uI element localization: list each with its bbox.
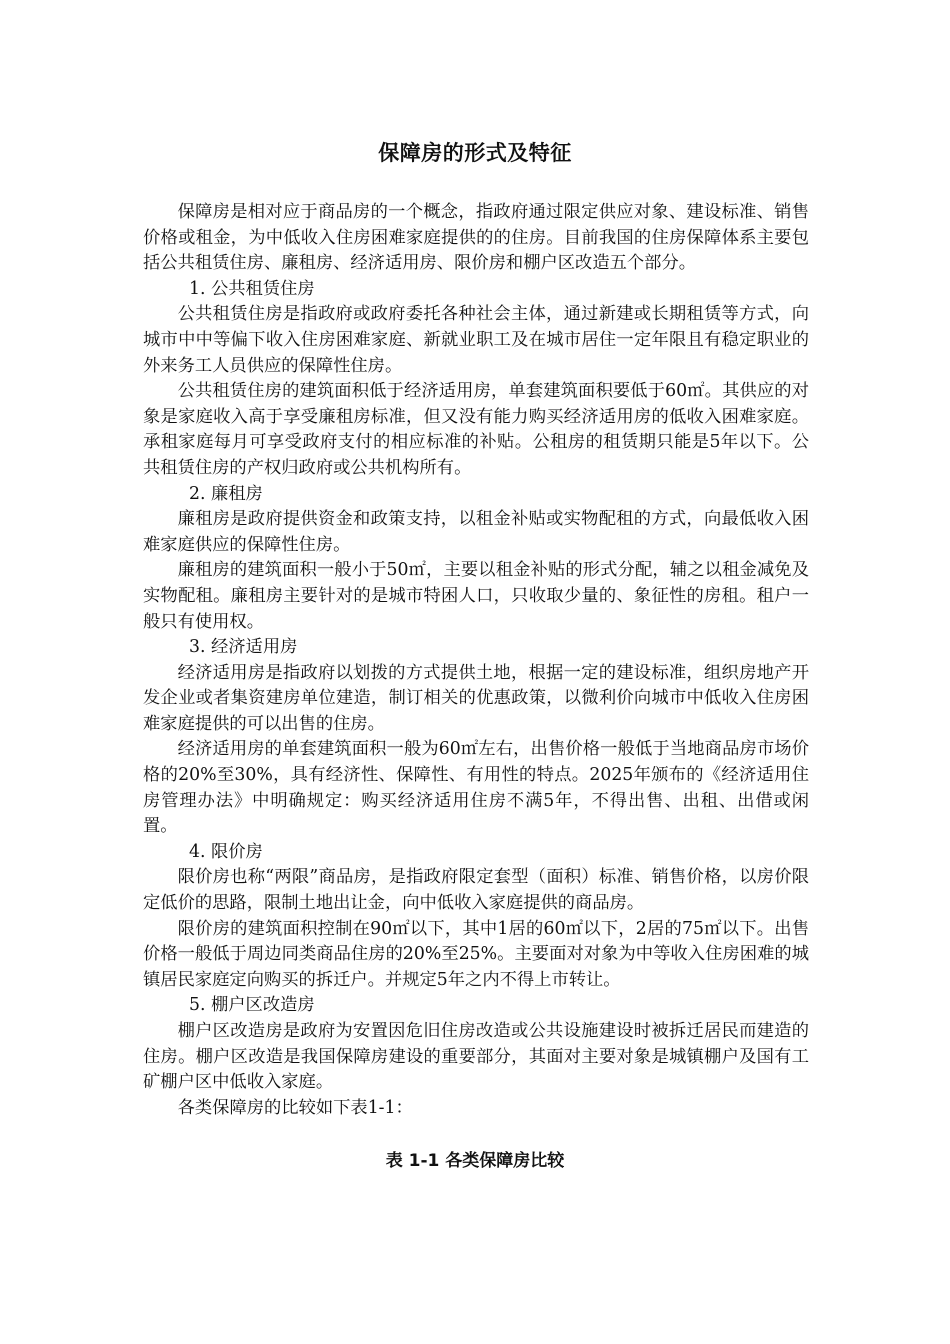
intro-paragraph: 保障房是相对应于商品房的一个概念，指政府通过限定供应对象、建设标准、销售价格或租金，为中低收入住房困难家庭提供的的住房。目前我国的住房保障体系主要包括公共租赁住房、廉租房、经济适用房、限价房和棚户区改造五个部分。 bbox=[143, 202, 809, 274]
section-heading-price-limited: 4. 限价房 bbox=[189, 841, 263, 862]
paragraph: 限价房的建筑面积控制在90㎡以下，其中1居的60㎡以下，2居的75㎡以下。出售价格一般低于周边同类商品住房的20%至25%。主要面对对象为中等收入住房困难的城镇居民家庭定向购买的拆迁户。并规定5年之内不得上市转让。 bbox=[143, 918, 809, 990]
section-heading-affordable: 3. 经济适用房 bbox=[189, 637, 298, 658]
section-heading-low-rent: 2. 廉租房 bbox=[189, 483, 263, 504]
paragraph: 棚户区改造房是政府为安置因危旧住房改造或公共设施建设时被拆迁居民而建造的住房。棚户区改造是我国保障房建设的重要部分，其面对主要对象是城镇棚户及国有工矿棚户区中低收入家庭。 bbox=[143, 1021, 809, 1093]
paragraph: 公共租赁住房的建筑面积低于经济适用房，单套建筑面积要低于60㎡。其供应的对象是家庭收入高于享受廉租房标准，但又没有能力购买经济适用房的低收入困难家庭。承租家庭每月可享受政府支付的相应标准的补贴。公租房的租赁期只能是5年以下。公共租赁住房的产权归政府或公共机构所有。 bbox=[143, 381, 809, 478]
paragraph: 廉租房的建筑面积一般小于50㎡，主要以租金补贴的形式分配，辅之以租金减免及实物配租。廉租房主要针对的是城市特困人口，只收取少量的、象征性的房租。租户一般只有使用权。 bbox=[143, 560, 809, 632]
section-heading-shantytown: 5. 棚户区改造房 bbox=[189, 995, 315, 1016]
section-heading-public-rental: 1. 公共租赁住房 bbox=[189, 278, 315, 299]
paragraph: 经济适用房的单套建筑面积一般为60㎡左右，出售价格一般低于当地商品房市场价格的20%至30%，具有经济性、保障性、有用性的特点。2025年颁布的《经济适用住房管理办法》中明确规定：购买经济适用住房不满5年，不得出售、出租、出借或闲置。 bbox=[143, 739, 809, 837]
table-caption: 表 1-1 各类保障房比较 bbox=[385, 1151, 565, 1171]
document-body bbox=[143, 200, 809, 1121]
document-title: 保障房的形式及特征 bbox=[378, 141, 572, 165]
paragraph: 限价房也称“两限”商品房，是指政府限定套型（面积）标准、销售价格，以房价限定低价的思路，限制土地出让金，向中低收入家庭提供的商品房。 bbox=[143, 867, 809, 914]
paragraph: 各类保障房的比较如下表1-1： bbox=[177, 1097, 413, 1118]
paragraph: 经济适用房是指政府以划拨的方式提供土地，根据一定的建设标准，组织房地产开发企业或者集资建房单位建造，制订相关的优惠政策，以微利价向城市中低收入住房困难家庭提供的可以出售的住房。 bbox=[143, 662, 809, 734]
paragraph: 公共租赁住房是指政府或政府委托各种社会主体，通过新建或长期租赁等方式，向城市中中等偏下收入住房困难家庭、新就业职工及在城市居住一定年限且有稳定职业的外来务工人员供应的保障性住房。 bbox=[143, 304, 809, 376]
paragraph: 廉租房是政府提供资金和政策支持，以租金补贴或实物配租的方式，向最低收入困难家庭供应的保障性住房。 bbox=[143, 509, 809, 555]
